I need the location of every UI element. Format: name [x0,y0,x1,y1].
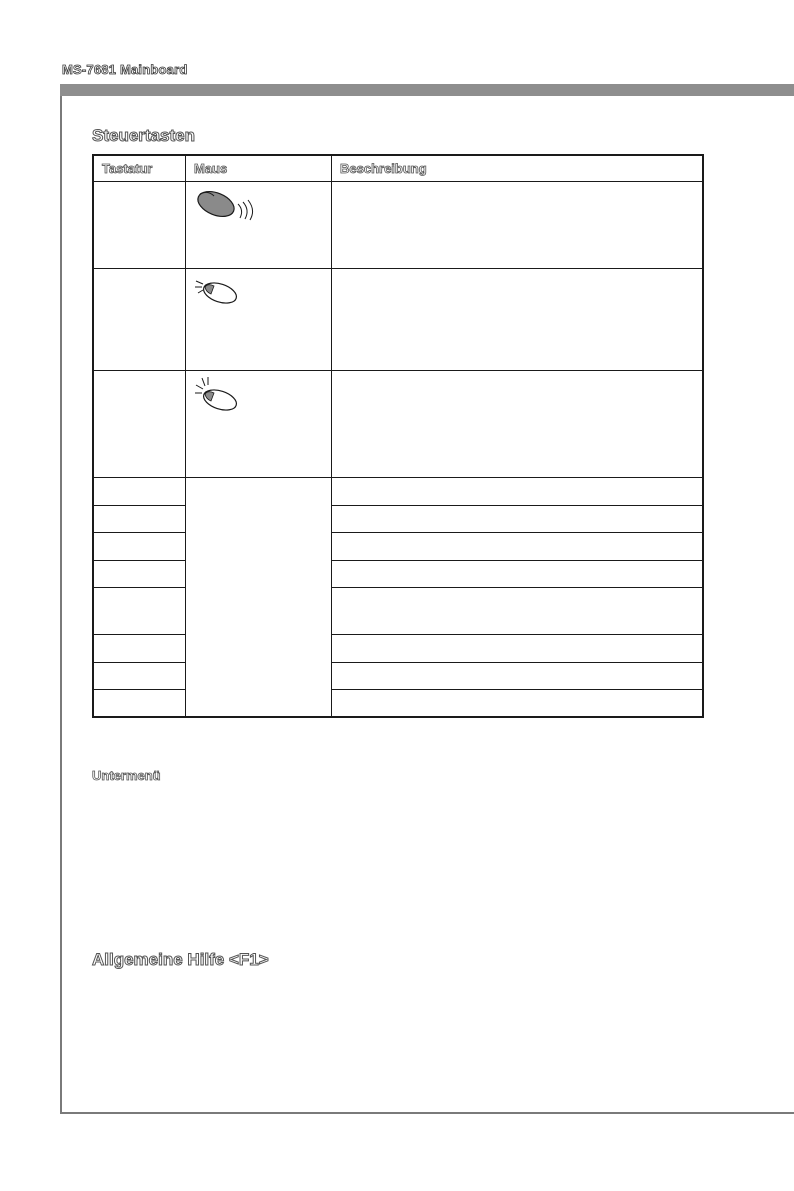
column-header-beschreibung: Beschreibung [340,161,427,176]
row-divider [94,370,702,371]
row-divider [332,587,702,588]
row-divider [94,560,186,561]
section-title-untermenu: Untermenü [92,768,161,783]
mouse-left-double-click-icon [194,376,240,412]
header-title: MS-7681 Mainboard [62,62,188,77]
column-header-tastatur: Tastatur [102,161,153,176]
row-divider [94,587,186,588]
header-bar [60,84,794,96]
row-divider [332,560,702,561]
column-divider [185,156,186,716]
section-title-steuertasten: Steuertasten [92,126,195,145]
row-divider [94,634,186,635]
row-divider [332,505,702,506]
header-divider [94,181,702,182]
column-divider [331,156,332,716]
row-divider [332,634,702,635]
row-divider [332,532,702,533]
row-divider [94,505,186,506]
controls-table [92,154,704,718]
row-divider [94,268,702,269]
column-header-maus: Maus [194,161,228,176]
row-divider [332,662,702,663]
row-divider [94,689,186,690]
left-margin-rule [60,96,62,1114]
mouse-scroll-icon [194,188,256,222]
bottom-rule [60,1112,794,1114]
section-title-allgemeine-hilfe: Allgemeine Hilfe <F1> [92,950,269,969]
mouse-left-click-icon [194,275,240,305]
row-divider [94,662,186,663]
row-divider [332,689,702,690]
row-divider [94,477,702,478]
row-divider [94,532,186,533]
